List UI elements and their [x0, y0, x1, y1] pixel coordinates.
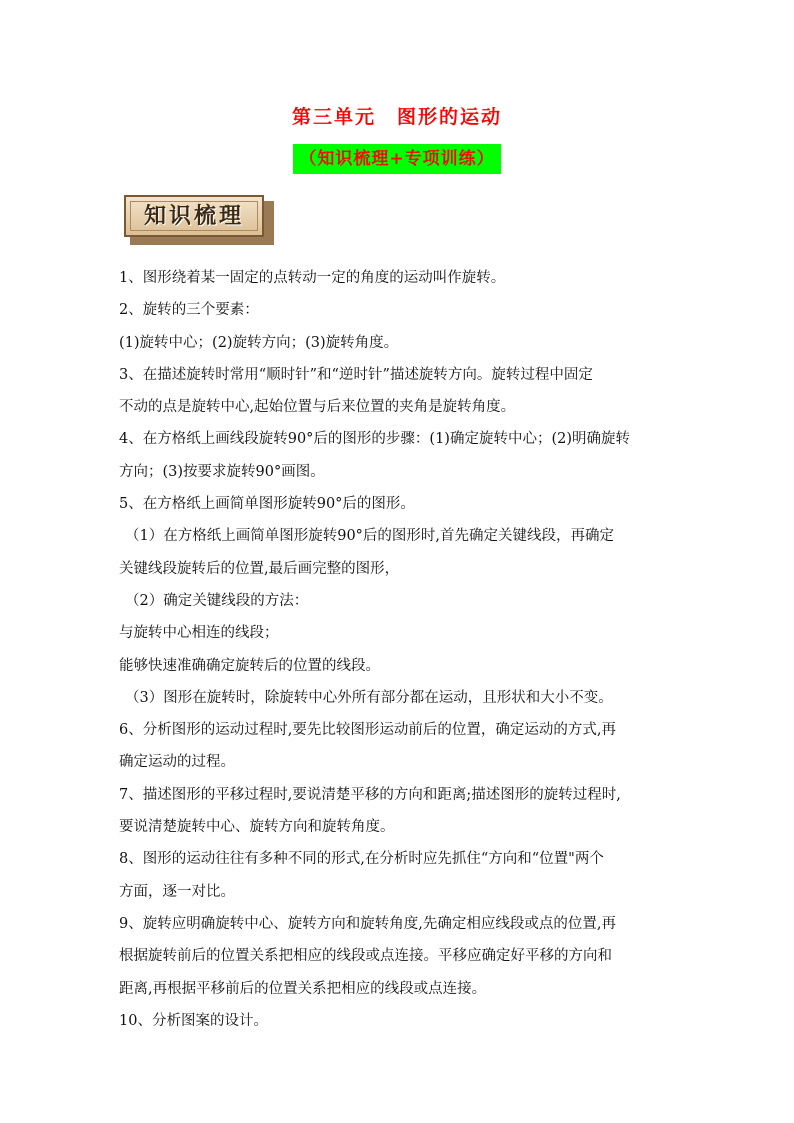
content-line: 8、图形的运动往往有多种不同的形式,在分析时应先抓住“方向和“位置"两个: [119, 851, 604, 868]
page-title: 第三单元 图形的运动: [291, 106, 502, 128]
content-line: 根据旋转前后的位置关系把相应的线段或点连接。平移应确定好平移的方向和: [119, 948, 612, 965]
content-line: 要说清楚旋转中心、旋转方向和旋转角度。: [119, 819, 395, 836]
content-line: 方面，逐一对比。: [119, 883, 235, 900]
content-line: 5、在方格纸上画简单图形旋转90°后的图形。: [119, 496, 415, 513]
content-line: 3、在描述旋转时常用“顺时针”和“逆时针”描述旋转方向。旋转过程中固定: [119, 366, 593, 383]
content-line: 2、旋转的三个要素：: [119, 302, 259, 319]
knowledge-content: [119, 262, 679, 1037]
content-line: 1、图形绕着某一固定的点转动一定的角度的运动叫作旋转。: [119, 270, 506, 286]
page-subtitle: （知识梳理+专项训练）: [293, 144, 500, 174]
content-line: 方向；(3)按要求旋转90°画图。: [119, 463, 325, 480]
content-line: 确定运动的过程。: [119, 754, 235, 771]
content-line: 4、在方格纸上画线段旋转90°后的图形的步骤：(1)确定旋转中心；(2)明确旋转: [119, 431, 631, 448]
content-line: 与旋转中心相连的线段；: [119, 625, 279, 642]
content-line: 6、分析图形的运动过程时,要先比较图形运动前后的位置，确定运动的方式,再: [119, 722, 616, 739]
banner-label: 知识梳理: [143, 203, 244, 229]
content-line: （1）在方格纸上画简单图形旋转90°后的图形时,首先确定关键线段，再确定: [125, 528, 615, 545]
content-line: 9、旋转应明确旋转中心、旋转方向和旋转角度,先确定相应线段或点的位置,再: [119, 915, 616, 932]
content-line: 距离,再根据平移前后的位置关系把相应的线段或点连接。: [119, 980, 487, 997]
content-line: 关键线段旋转后的位置,最后画完整的图形，: [119, 560, 400, 577]
subtitle-wrap: [0, 144, 794, 174]
content-line: 能够快速准确确定旋转后的位置的线段。: [119, 657, 380, 674]
knowledge-banner: [124, 195, 276, 247]
content-line: 7、描述图形的平移过程时,要说清楚平移的方向和距离;描述图形的旋转过程时,: [119, 786, 621, 803]
content-line: 10、分析图案的设计。: [119, 1012, 268, 1029]
content-line: （2）确定关键线段的方法：: [125, 592, 309, 609]
content-line: 不动的点是旋转中心,起始位置与后来位置的夹角是旋转角度。: [119, 399, 516, 416]
content-line: （3）图形在旋转时，除旋转中心外所有部分都在运动，且形状和大小不变。: [125, 689, 613, 706]
content-line: (1)旋转中心；(2)旋转方向；(3)旋转角度。: [119, 334, 399, 351]
